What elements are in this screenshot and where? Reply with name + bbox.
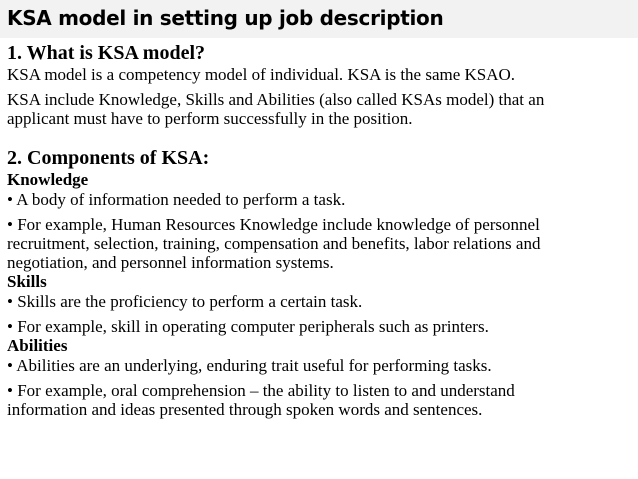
knowledge-bullet-2-line-2: recruitment, selection, training, compensation and benefits, labor relations and [7, 234, 541, 253]
knowledge-bullet-2-line-1: • For example, Human Resources Knowledge include knowledge of personnel [7, 215, 540, 234]
skills-label: Skills [7, 272, 47, 291]
knowledge-bullet-1: • A body of information needed to perform a task. [7, 190, 346, 209]
page-title: KSA model in setting up job description [7, 6, 444, 30]
abilities-bullet-2-line-1: • For example, oral comprehension – the ability to listen to and understand [7, 381, 515, 400]
section-heading-what-is-ksa: 1. What is KSA model? [7, 42, 205, 64]
abilities-bullet-2-line-2: information and ideas presented through spoken words and sentences. [7, 400, 483, 419]
ksa-definition-paragraph: KSA model is a competency model of individual. KSA is the same KSAO. [7, 65, 516, 84]
ksa-include-line-2: applicant must have to perform successfully in the position. [7, 109, 413, 128]
abilities-label: Abilities [7, 336, 68, 355]
title-bar [0, 0, 638, 38]
section-heading-components: 2. Components of KSA: [7, 147, 210, 169]
abilities-bullet-1: • Abilities are an underlying, enduring trait useful for performing tasks. [7, 356, 492, 375]
knowledge-label: Knowledge [7, 170, 89, 189]
skills-bullet-2: • For example, skill in operating computer peripherals such as printers. [7, 317, 489, 336]
document-body [7, 41, 635, 419]
skills-bullet-1: • Skills are the proficiency to perform a certain task. [7, 292, 363, 311]
knowledge-bullet-2-line-3: negotiation, and personnel information systems. [7, 253, 334, 272]
ksa-include-line-1: KSA include Knowledge, Skills and Abilities (also called KSAs model) that an [7, 90, 545, 109]
